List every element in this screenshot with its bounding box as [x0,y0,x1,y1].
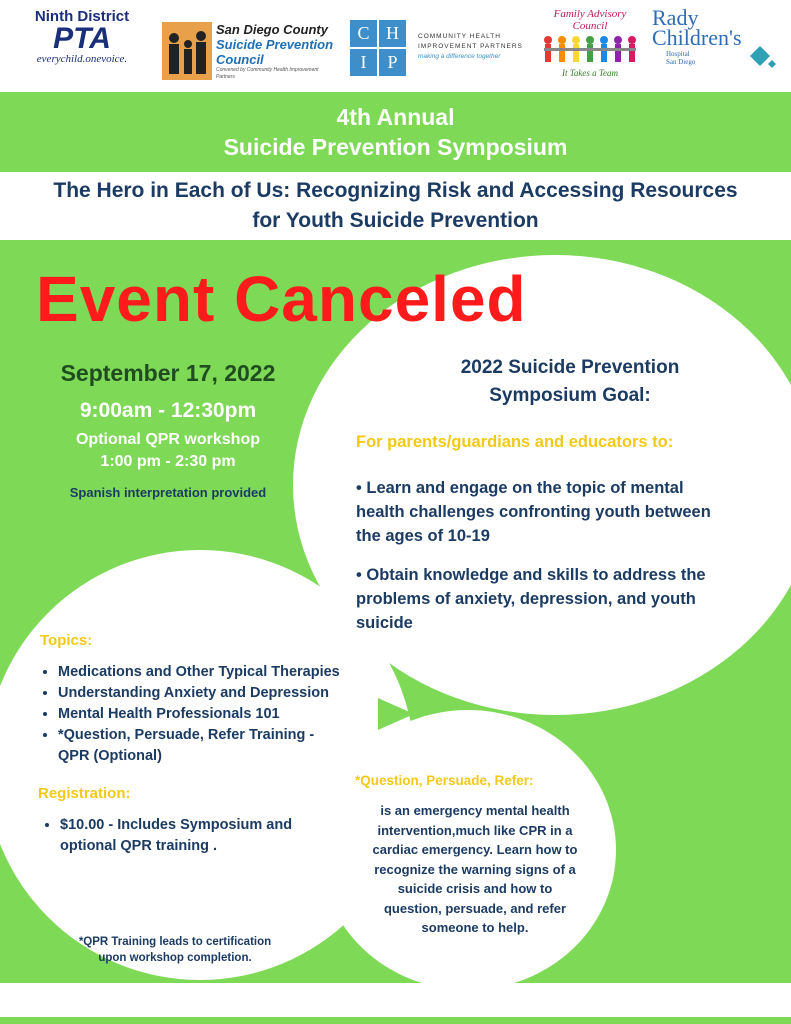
event-canceled-banner: Event Canceled [36,263,527,335]
workshop-time: 1:00 pm - 2:30 pm [100,453,236,470]
goal-title [400,354,740,410]
topic-item: • *Question, Persuade, Refer Training - [58,725,388,746]
council-logo-line3: Council [216,52,264,67]
qpr-line: intervention,much like CPR in a [377,822,573,838]
qpr-line: suicide crisis and how to [397,881,553,896]
chip-logo-tagline: making a difference together [418,53,501,60]
footnote [40,934,310,966]
council-logo-line2: Suicide Prevention [216,37,334,52]
family-silhouette-icon [162,22,212,80]
qpr-line: is an emergency mental health [380,803,570,818]
rady-logo-line1: Rady [652,5,699,30]
people-chain-icon [540,32,640,68]
registration-item-line2: optional QPR training . [60,838,218,854]
footer-bar [0,983,791,1017]
goal-bullet-1-line2: health challenges confronting youth between [356,503,711,521]
registration-item [60,815,340,857]
rady-logo-line2: Children's [652,25,742,50]
subtitle-line2: for Youth Suicide Prevention [252,209,539,232]
goal-bullet-2-line3: suicide [356,614,413,632]
qpr-line: cardiac emergency. Learn how to [372,842,578,857]
topics-heading: Topics: [40,632,93,649]
topic-item: • Mental Health Professionals 101 [58,704,388,725]
pta-logo-tagline: everychild.onevoice. [36,53,128,65]
rady-logo-line3: Hospital [666,50,690,58]
registration-list [40,815,340,857]
goal-audience: For parents/guardians and educators to: [356,433,674,451]
pta-logo-line2: PTA [53,22,111,55]
topic-item: • Understanding Anxiety and Depression [58,683,388,704]
subtitle-bar [0,172,791,240]
council-logo-line1: San Diego County [216,22,328,37]
qpr-line: someone to help. [421,920,529,935]
chip-letter-p: P [379,49,406,76]
chip-letters [350,20,406,76]
council-logo-sub: Convened by Community Health Improvement Partners [216,67,319,80]
footnote-line2: upon workshop completion. [98,952,252,964]
suicide-prevention-council-logo [162,8,338,86]
goal-bullet-2-line1: • Obtain knowledge and skills to address the [356,566,706,584]
symposium-title: Suicide Prevention Symposium [223,134,568,160]
chip-logo-line1: COMMUNITY HEALTH [418,33,501,40]
goal-title-line1: 2022 Suicide Prevention [460,357,680,378]
kite-icon [740,44,780,70]
topic-item: • Medications and Other Typical Therapies [58,662,388,683]
topic-item-continuation: QPR (Optional) [58,748,162,764]
rady-logo-line4: San Diego [666,58,696,66]
logo-strip [0,0,791,92]
pta-logo-line1: Ninth District [34,8,130,25]
event-time: 9:00am - 12:30pm [79,399,257,422]
chip-letter-h: H [379,20,406,47]
registration-heading: Registration: [38,785,131,802]
qpr-line: question, persuade, and refer [383,900,567,916]
subtitle-line1: The Hero in Each of Us: Recognizing Risk and Accessing Resources [53,179,738,202]
topics-list [38,662,388,767]
rady-childrens-logo [648,5,783,86]
fac-logo-tagline: It Takes a Team [561,68,619,78]
goal-bullet-1 [356,476,786,548]
goal-bullet-1-line3: the ages of 10-19 [356,527,490,545]
symposium-header [0,92,791,172]
interpretation-note: Spanish interpretation provided [69,485,267,500]
qpr-description [344,801,606,938]
goal-bullet-2-line2: problems of anxiety, depression, and youth [356,590,696,608]
chip-logo [350,8,530,86]
chip-logo-line2: IMPROVEMENT PARTNERS [418,43,523,50]
pta-logo [8,8,156,86]
footnote-line1: *QPR Training leads to certification [78,936,272,948]
chip-letter-i: I [350,49,377,76]
registration-item-line1: $10.00 - Includes Symposium and [60,817,293,833]
chip-letter-c: C [350,20,377,47]
symposium-edition: 4th Annual [336,104,455,130]
event-date: September 17, 2022 [60,360,276,386]
family-advisory-council-logo [540,8,640,86]
goal-title-line2: Symposium Goal: [489,385,651,406]
qpr-line: recognize the warning signs of a [374,861,576,877]
event-details [18,360,318,500]
fac-logo-title: Family Advisory Council [553,8,627,32]
workshop-label: Optional QPR workshop [75,431,260,448]
goal-bullet-1-line1: • Learn and engage on the topic of mental [356,479,684,497]
qpr-heading: *Question, Persuade, Refer: [355,773,534,788]
goal-bullet-2 [356,563,786,635]
